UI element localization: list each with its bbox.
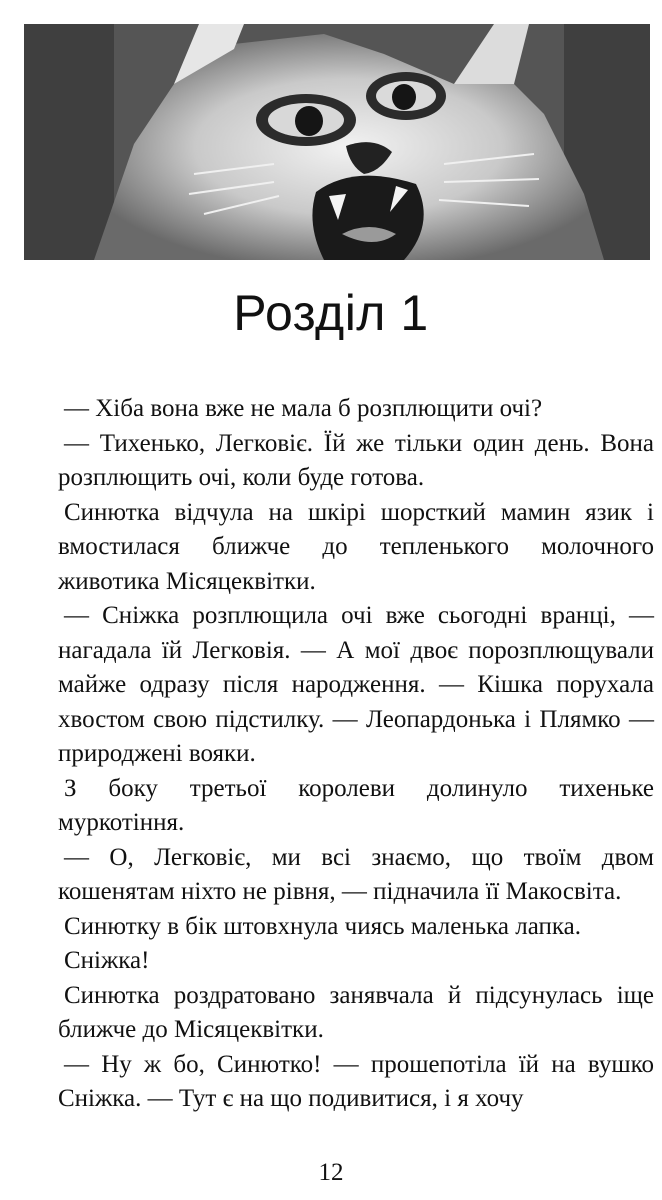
paragraph: — Ну ж бо, Синютко! — прошепотіла їй на вушко Сніжка. — Тут є на що подивитися, і я хочу: [58, 1050, 654, 1112]
paragraph: — Сніжка розплющила очі вже сьогодні вранці, — нагадала їй Легковія. — А мої двоє порозплющували майже одразу після народження. — Кішка порухала хвостом свою підстилку. — Леопардонька і Плямко — природжені вояки.: [58, 602, 654, 767]
chapter-header-image: [24, 24, 650, 260]
page-number: 12: [318, 1159, 344, 1186]
paragraph: З боку третьої королеви долинуло тихеньке муркотіння.: [58, 774, 654, 836]
paragraph: Синютку в бік штовхнула чиясь маленька лапка.: [64, 912, 581, 940]
paragraph: Синютка відчула на шкірі шорсткий мамин язик і вмостилася ближче до тепленького молочного животика Місяцеквітки.: [58, 498, 654, 595]
paragraph: — Хіба вона вже не мала б розплющити очі?: [64, 395, 543, 422]
paragraph: Синютка роздратовано занявчала й підсунулась іще ближче до Місяцеквітки.: [58, 981, 654, 1043]
chapter-title: Розділ 1: [233, 285, 429, 341]
paragraph: Сніжка!: [64, 947, 150, 974]
chapter-body: [58, 392, 654, 1117]
paragraph: — Тихенько, Легковіє. Їй же тільки один день. Вона розплющить очі, коли буде готова.: [58, 429, 654, 491]
paragraph: — О, Легковіє, ми всі знаємо, що твоїм двом кошенятам ніхто не рівня, — підначила її Макосвіта.: [58, 843, 654, 905]
hissing-cat-illustration: [24, 24, 650, 260]
